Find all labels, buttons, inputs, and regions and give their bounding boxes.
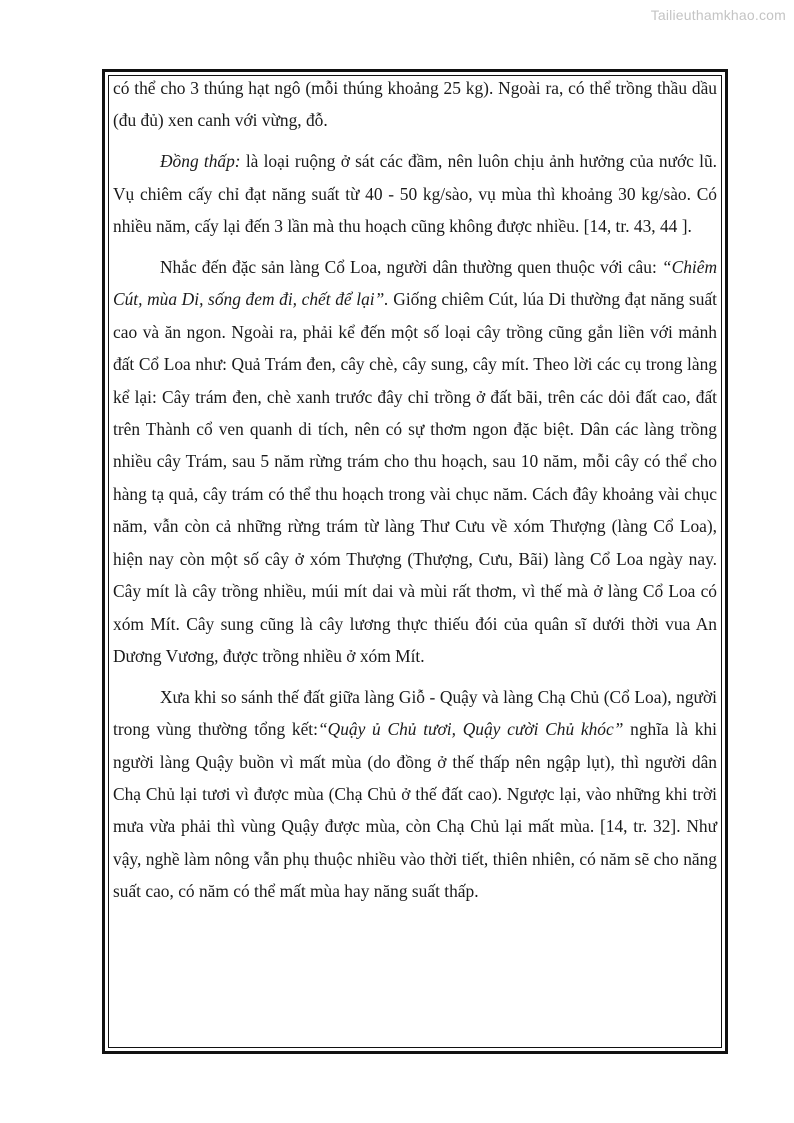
term-dong-thap: Đồng thấp: [160,151,241,172]
saying-chiem-cut: “Chiêm Cút, mùa Di, sống đem đi, chết để lại”. [113,257,717,310]
paragraph-3-intro: Nhắc đến đặc sản làng Cổ Loa, người dân thường quen thuộc với câu: [160,257,662,278]
paragraph-3-text: Giống chiêm Cút, lúa Di thường đạt năng suất cao và ăn ngon. Ngoài ra, phải kể đến một số loại cây trồng cũng gắn liền với mảnh đất Cổ Loa như: Quả Trám đen, cây chè, cây sung, cây mít. Theo lời các cụ trong làng kể lại: Cây trám đen, chè xanh trước đây chỉ trồng ở đất bãi, trên các dỏi đất cao, đất trên Thành cổ ven quanh di tích, nên có sự thơm ngon đặc biệt. Dân các làng trồng nhiều cây Trám, sau 5 năm rừng trám cho thu hoạch, sau 10 năm, mỗi cây có thể cho hàng tạ quả, cây trám có thể thu hoạch trong vài chục năm. Cách đây khoảng vài chục năm, vẫn còn cả những rừng trám từ làng Thư Cưu về xóm Thượng (làng Cổ Loa), hiện nay còn một số cây ở xóm Thượng (Thượng, Cưu, Bãi) làng Cổ Loa ngày nay. Cây mít là cây trồng nhiều, múi mít dai và mùi rất thơm, vì thế mà ở làng Cổ Loa có xóm Mít. Cây sung cũng là cây lương thực thiếu đói của quân sĩ dưới thời vua An Dương Vương, được trồng nhiều ở xóm Mít. [113,289,717,666]
document-body [113,72,717,908]
watermark: Tailieuthamkhao.com [650,7,786,23]
paragraph-2-text: là loại ruộng ở sát các đầm, nên luôn chịu ảnh hưởng của nước lũ. Vụ chiêm cấy chỉ đạt năng suất từ 40 - 50 kg/sào, vụ mùa thì khoảng 30 kg/sào. Có nhiều năm, cấy lại đến 3 lần mà thu hoạch cũng không được nhiều. [14, tr. 43, 44 ]. [113,151,717,237]
paragraph-4-text: nghĩa là khi người làng Quậy buồn vì mất mùa (do đồng ở thế thấp nên ngập lụt), thì người dân Chạ Chủ lại tươi vì được mùa (Chạ Chủ ở thế đất cao). Ngược lại, vào những khi trời mưa vừa phải thì vùng Quậy được mùa, còn Chạ Chủ lại mất mùa. [14, tr. 32]. Như vậy, nghề làm nông vẫn phụ thuộc nhiều vào thời tiết, thiên nhiên, có năm sẽ cho năng suất cao, có năm có thể mất mùa hay năng suất thấp. [113,719,718,902]
saying-quay-chu: “Quậy ủ Chủ tươi, Quậy cười Chủ khóc” [317,719,624,740]
paragraph-4 [113,681,717,908]
paragraph-3 [113,251,717,672]
paragraph-4-intro: Xưa khi so sánh thế đất giữa làng Giỗ - Quậy và làng Chạ Chủ (Cổ Loa), người trong vùng thường tổng kết: [113,686,717,740]
paragraph-1: có thể cho 3 thúng hạt ngô (mỗi thúng khoảng 25 kg). Ngoài ra, có thể trồng thầu dầu (đu đủ) xen canh với vừng, đỗ. [113,78,717,131]
paragraph-2 [113,145,717,242]
